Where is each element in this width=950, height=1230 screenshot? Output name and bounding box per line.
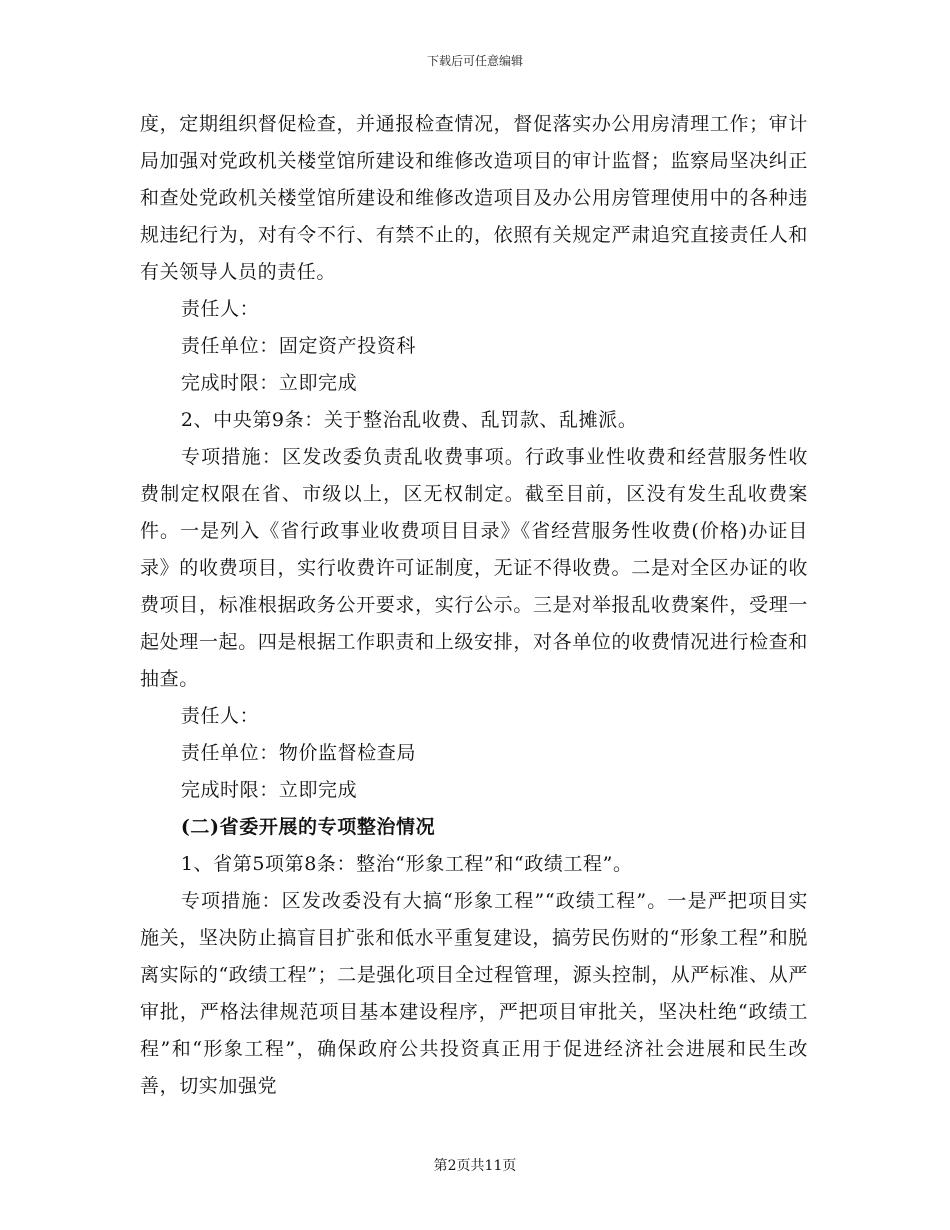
document-body: [140, 106, 808, 1105]
responsible-unit-line: 责任单位：物价监督检查局: [180, 742, 417, 764]
item-heading: 1、省第5项第8条：整治“形象工程”和“政绩工程”。: [180, 853, 633, 875]
deadline-line: 完成时限：立即完成: [180, 372, 358, 394]
item-heading: 2、中央第9条：关于整治乱收费、乱罚款、乱摊派。: [180, 409, 638, 431]
section-heading: (二)省委开展的专项整治情况: [180, 816, 436, 838]
page-header: 下载后可任意编辑: [426, 54, 523, 68]
deadline-line: 完成时限：立即完成: [180, 779, 358, 801]
page-number: 第2页共11页: [433, 1158, 517, 1174]
responsible-person-line: 责任人：: [180, 298, 260, 320]
measures-paragraph: 专项措施：区发改委负责乱收费事项。行政事业性收费和经营服务性收费制定权限在省、市级以上，区无权制定。截至目前，区没有发生乱收费案件。一是列入《省行政事业收费项目目录》《省经营服务性收费(价格)办证目录》的收费项目，实行收费许可证制度，无证不得收费。二是对全区办证的收费项目，标准根据政务公开要求，实行公示。三是对举报乱收费案件，受理一起处理一起。四是根据工作职责和上级安排，对各单位的收费情况进行检查和抽查。: [140, 446, 808, 690]
responsible-unit-line: 责任单位：固定资产投资科: [180, 335, 417, 357]
paragraph-continuation: 度，定期组织督促检查，并通报检查情况，督促落实办公用房清理工作；审计局加强对党政机关楼堂馆所建设和维修改造项目的审计监督；监察局坚决纠正和查处党政机关楼堂馆所建设和维修改造项目及办公用房管理使用中的各种违规违纪行为，对有令不行、有禁不止的，依照有关规定严肃追究直接责任人和有关领导人员的责任。: [140, 113, 808, 283]
measures-paragraph: 专项措施：区发改委没有大搞“形象工程”“政绩工程”。一是严把项目实施关，坚决防止搞盲目扩张和低水平重复建设，搞劳民伤财的“形象工程”和脱离实际的“政绩工程”；二是强化项目全过程管理，源头控制，从严标准、从严审批，严格法律规范项目基本建设程序，严把项目审批关，坚决杜绝“政绩工程”和“形象工程”，确保政府公共投资真正用于促进经济社会进展和民生改善，切实加强党: [140, 890, 808, 1097]
responsible-person-line: 责任人：: [180, 705, 260, 727]
